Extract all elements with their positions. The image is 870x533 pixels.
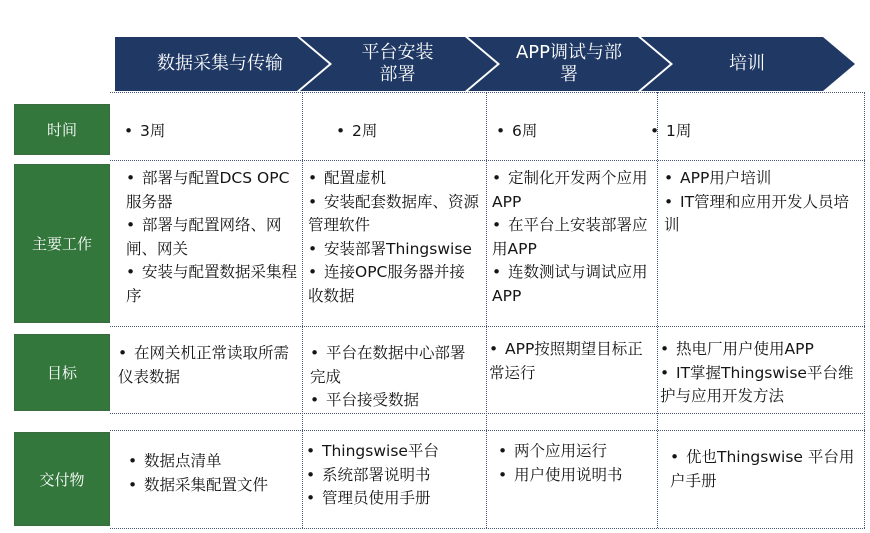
cell-work-col1 — [126, 167, 298, 308]
list-item: • 系统部署说明书 — [306, 465, 431, 484]
cell-work-col2 — [308, 167, 480, 308]
phase-label-app-debug: APP调试与部 署 — [515, 42, 623, 85]
list-item: • 数据采集配置文件 — [128, 475, 269, 494]
cell-work-col4 — [664, 167, 860, 238]
cell-time-col4: • 1周 — [650, 122, 692, 140]
phase-label-training: 培训 — [729, 53, 765, 74]
list-item: • 安装部署Thingswise — [308, 239, 472, 258]
list-item: • 部署与配置DCS OPC服务器 — [126, 169, 290, 211]
row-header-deliverable: 交付物 — [14, 432, 110, 526]
cell-deliverable-col4 — [670, 446, 860, 493]
cell-goal-col1 — [118, 342, 298, 389]
grid-line — [486, 92, 487, 528]
grid-line — [110, 413, 865, 414]
list-item: • 优也Thingswise 平台用户手册 — [670, 448, 855, 490]
list-item: • 数据点清单 — [128, 452, 222, 470]
phase-label-data-collection: 数据采集与传输 — [157, 53, 283, 74]
row-header-main-work: 主要工作 — [14, 164, 110, 323]
list-item: • Thingswise平台 — [306, 442, 439, 460]
cell-goal-col3 — [489, 338, 655, 385]
cell-deliverable-col2 — [306, 440, 482, 511]
list-item: • 定制化开发两个应用APP — [492, 169, 648, 211]
grid-line — [110, 160, 865, 161]
grid-line — [302, 92, 303, 528]
list-item: • 热电厂用户使用APP — [660, 340, 814, 358]
list-item: • 在平台上安装部署应用APP — [492, 216, 648, 258]
list-item: • 两个应用运行 — [498, 442, 608, 460]
list-item: • 管理员使用手册 — [306, 489, 431, 507]
cell-deliverable-col3 — [498, 440, 654, 487]
list-item: • IT掌握Thingswise平台维护与应用开发方法 — [660, 363, 854, 405]
cell-time-col3: • 6周 — [496, 122, 538, 140]
cell-goal-col4 — [660, 338, 860, 409]
cell-goal-col2 — [310, 342, 480, 413]
cell-time-col2: • 2周 — [336, 122, 378, 140]
list-item: • 连接OPC服务器并接收数据 — [308, 263, 465, 305]
list-item: • 安装与配置数据采集程序 — [126, 263, 298, 305]
row-header-goal: 目标 — [14, 334, 110, 411]
grid-line — [864, 92, 865, 528]
list-item: • 配置虚机 — [308, 169, 387, 187]
list-item: • 在网关机正常读取所需仪表数据 — [118, 344, 290, 386]
phase-label-platform-install: 平台安装 部署 — [361, 42, 434, 85]
grid-line — [110, 528, 865, 529]
grid-line — [110, 326, 865, 327]
list-item: • APP按照期望目标正常运行 — [489, 340, 643, 382]
row-header-time: 时间 — [14, 104, 110, 155]
grid-line — [657, 92, 658, 528]
list-item: • APP用户培训 — [664, 169, 772, 187]
list-item: • 部署与配置网络、网闸、网关 — [126, 216, 282, 258]
cell-deliverable-col1 — [128, 450, 300, 497]
list-item: • 用户使用说明书 — [498, 465, 623, 484]
list-item: • 安装配套数据库、资源管理软件 — [308, 192, 480, 234]
list-item: • IT管理和应用开发人员培训 — [664, 192, 850, 234]
cell-time-col1: • 3周 — [124, 122, 166, 140]
grid-line — [110, 430, 865, 431]
list-item: • 连数测试与调试应用APP — [492, 263, 648, 305]
list-item: • 平台在数据中心部署完成 — [310, 344, 466, 386]
list-item: • 平台接受数据 — [310, 391, 420, 409]
cell-work-col3 — [492, 167, 652, 308]
grid-line — [110, 92, 865, 93]
